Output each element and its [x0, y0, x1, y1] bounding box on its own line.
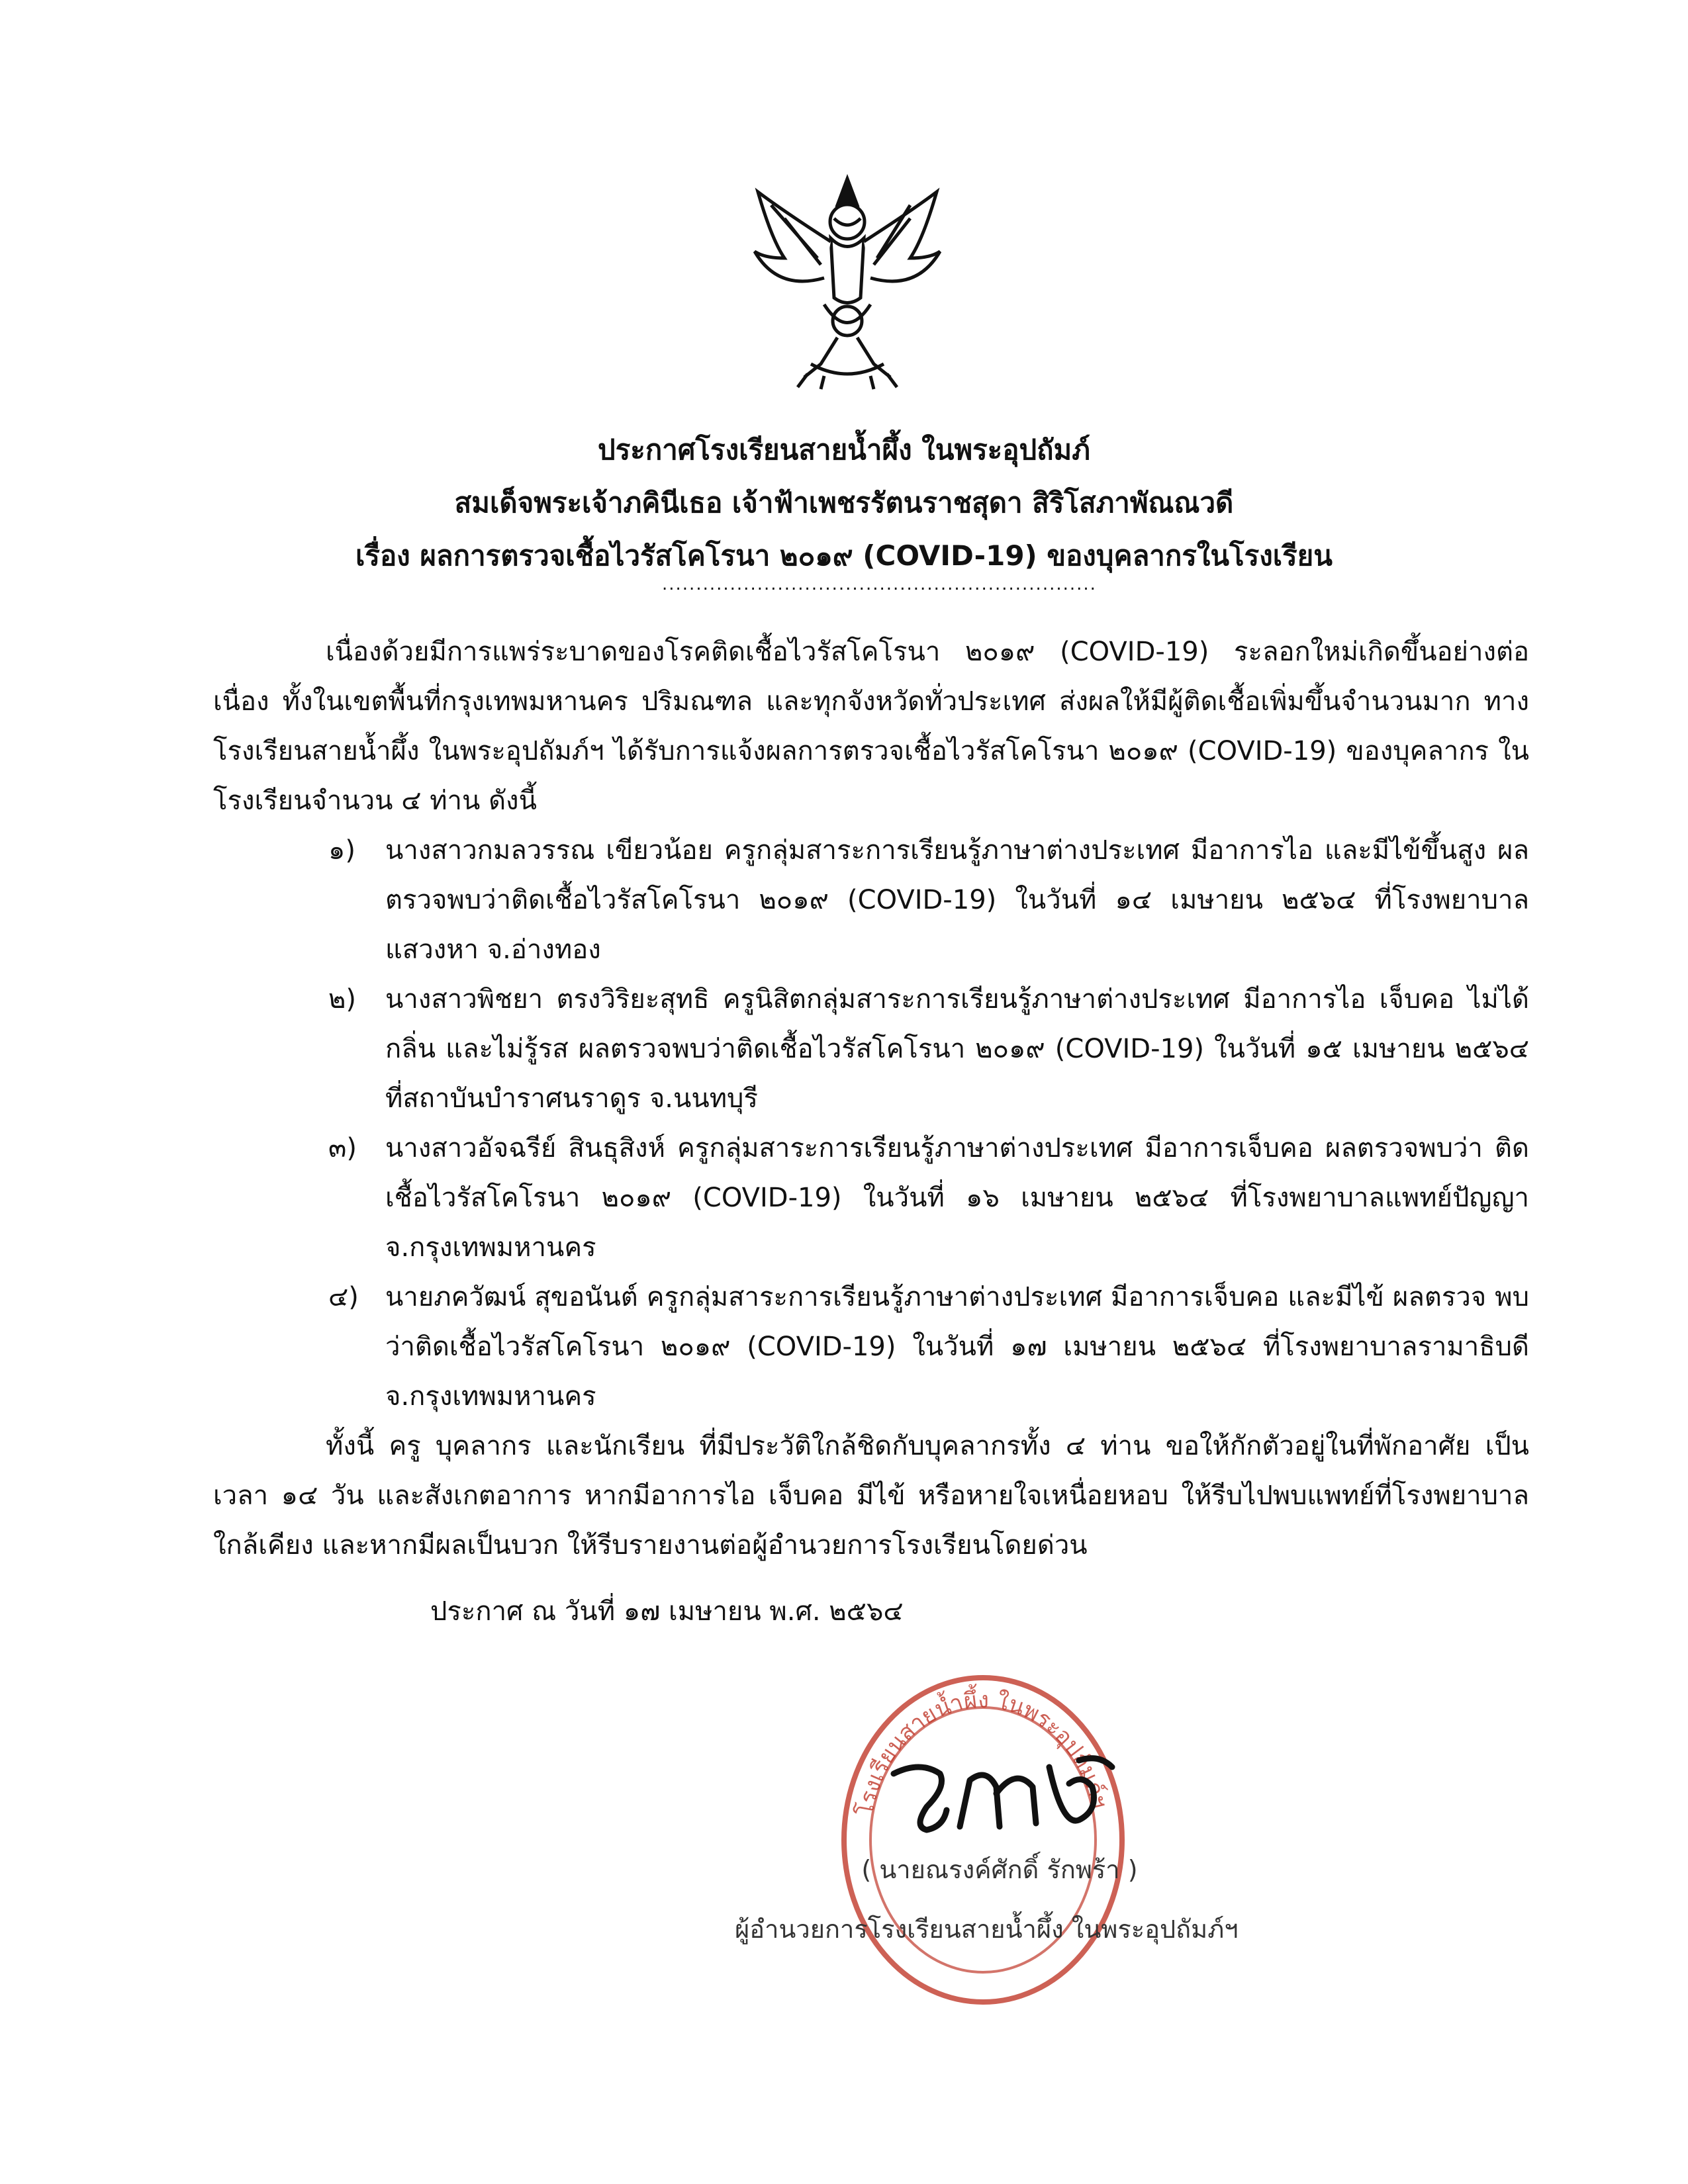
closing-paragraph: ทั้งนี้ ครู บุคลากร และนักเรียน ที่มีประวัติใกล้ชิดกับบุคลากรทั้ง ๔ ท่าน ขอให้กักตัวอยู่ในที่พักอาศัย เป็นเวลา ๑๔ วัน และสังเกตอาการ หากมีอาการไอ เจ็บคอ มีไข้ หรือหายใจเหนื่อยหอบ ให้รีบไปพบแพทย์ที่โรงพยาบาล ใกล้เคียง และหากมีผลเป็นบวก ให้รีบรายงานต่อผู้อำนวยการโรงเรียนโดยด่วน — [213, 1431, 1529, 1561]
staff-list — [213, 826, 1529, 1422]
garuda-emblem-icon — [745, 165, 950, 390]
signer-name: ( นายณรงค์ศักดิ์ รักพร้า ) — [861, 1855, 1138, 1884]
item-number: ๓) — [328, 1133, 357, 1163]
school-seal-stamp — [831, 1668, 1135, 2012]
signature — [880, 1747, 1132, 1840]
item-text: นางสาวพิชยา ตรงวิริยะสุทธิ ครูนิสิตกลุ่มสาระการเรียนรู้ภาษาต่างประเทศ มีอาการไอ เจ็บคอ ไม่ได้กลิ่น และไม่รู้รส ผลตรวจพบว่าติดเชื้อไวรัสโคโรนา ๒๐๑๙ (COVID-19) ในวันที่ ๑๕ เมษายน ๒๕๖๔ ที่สถาบันบำราศนราดูร จ.นนทบุรี — [385, 984, 1529, 1114]
seal-text: โรงเรียนสายน้ำผึ้ง ในพระอุปถัมภ์ฯ — [851, 1686, 1113, 1818]
header-divider: ................................................................ — [662, 574, 1097, 594]
item-text: นางสาวกมลวรรณ เขียวน้อย ครูกลุ่มสาระการเรียนรู้ภาษาต่างประเทศ มีอาการไอ และมีไข้ขึ้นสูง ผลตรวจพบว่าติดเชื้อไวรัสโคโรนา ๒๐๑๙ (COVID-19) ในวันที่ ๑๔ เมษายน ๒๕๖๔ ที่โรงพยาบาล แสวงหา จ.อ่างทอง — [385, 835, 1529, 965]
list-item — [213, 1124, 1529, 1273]
item-number: ๒) — [328, 984, 356, 1015]
list-item — [213, 1273, 1529, 1422]
announcement-body — [213, 627, 1529, 1570]
header-line-2: สมเด็จพระเจ้าภคินีเธอ เจ้าฟ้าเพชรรัตนราชสุดา สิริโสภาพัณณวดี — [454, 486, 1234, 519]
list-item — [213, 975, 1529, 1124]
header-subject: เรื่อง ผลการตรวจเชื้อไวรัสโคโรนา ๒๐๑๙ (COVID-19) ของบุคลากรในโรงเรียน — [355, 539, 1333, 572]
item-text: นายภควัฒน์ สุขอนันต์ ครูกลุ่มสาระการเรียนรู้ภาษาต่างประเทศ มีอาการเจ็บคอ และมีไข้ ผลตรวจ พบว่าติดเชื้อไวรัสโคโรนา ๒๐๑๙ (COVID-19) ในวันที่ ๑๗ เมษายน ๒๕๖๔ ที่โรงพยาบาลรามาธิบดี จ.กรุงเทพมหานคร — [385, 1282, 1529, 1412]
announcement-header — [199, 424, 1489, 582]
header-line-1: ประกาศโรงเรียนสายน้ำผึ้ง ในพระอุปถัมภ์ — [598, 433, 1090, 466]
item-text: นางสาวอัจฉรีย์ สินธุสิงห์ ครูกลุ่มสาระการเรียนรู้ภาษาต่างประเทศ มีอาการเจ็บคอ ผลตรวจพบว่า ติดเชื้อไวรัสโคโรนา ๒๐๑๙ (COVID-19) ในวันที่ ๑๖ เมษายน ๒๕๖๔ ที่โรงพยาบาลแพทย์ปัญญา จ.กรุงเทพมหานคร — [385, 1133, 1529, 1263]
signer-title: ผู้อำนวยการโรงเรียนสายน้ำผึ้ง ในพระอุปถัมภ์ฯ — [735, 1915, 1239, 1944]
announcement-date: ประกาศ ณ วันที่ ๑๗ เมษายน พ.ศ. ๒๕๖๔ — [430, 1596, 904, 1627]
item-number: ๔) — [328, 1282, 359, 1312]
list-item — [213, 826, 1529, 975]
intro-paragraph: เนื่องด้วยมีการแพร่ระบาดของโรคติดเชื้อไวรัสโคโรนา ๒๐๑๙ (COVID-19) ระลอกใหม่เกิดขึ้นอย่างต่อเนื่อง ทั้งในเขตพื้นที่กรุงเทพมหานคร ปริมณฑล และทุกจังหวัดทั่วประเทศ ส่งผลให้มีผู้ติดเชื้อเพิ่มขึ้นจำนวนมาก ทางโรงเรียนสายน้ำผึ้ง ในพระอุปถัมภ์ฯ ได้รับการแจ้งผลการตรวจเชื้อไวรัสโคโรนา ๒๐๑๙ (COVID-19) ของบุคลากร ในโรงเรียนจำนวน ๔ ท่าน ดังนี้ — [213, 637, 1529, 816]
item-number: ๑) — [328, 835, 355, 866]
